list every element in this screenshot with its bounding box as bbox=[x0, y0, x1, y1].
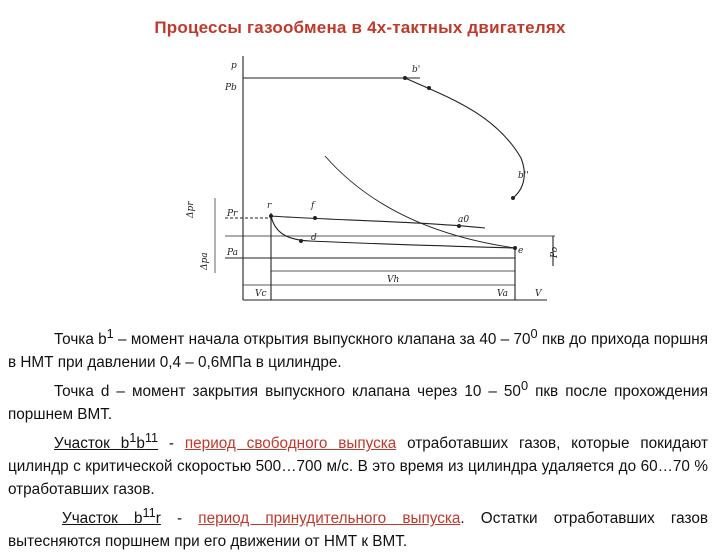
forced-exhaust-lead-group bbox=[62, 505, 161, 528]
label-b1: b' bbox=[412, 65, 421, 75]
forced-exhaust-term: период принудительного выпуска bbox=[198, 510, 461, 528]
free-exhaust-dash: - bbox=[158, 435, 185, 453]
forced-exhaust-tail: . Остатки отработавших газов вытесняются поршнем при его движении от НМТ к ВМТ. bbox=[8, 510, 708, 551]
free-exhaust-tail: отработавших газов, которые покидают цилиндр с критической скоростью 500…700 м/с. В это время из цилиндра удаляется до 60…70 % отработавших газов. bbox=[8, 435, 708, 499]
point-d-lead: Точка d bbox=[54, 383, 110, 401]
label-va: Va bbox=[497, 289, 509, 299]
paragraph-point-b1 bbox=[8, 322, 708, 374]
point-b1-degree: 0 bbox=[530, 326, 538, 341]
label-delta-pa: Δpa bbox=[200, 252, 210, 270]
paragraph-free-exhaust bbox=[8, 426, 708, 501]
paragraph-forced-exhaust bbox=[8, 501, 708, 553]
free-exhaust-term: период свободного выпуска bbox=[184, 435, 397, 453]
expansion-curve bbox=[405, 78, 524, 198]
point-b1-lead: Точка b bbox=[54, 331, 107, 349]
free-exhaust-sup1: 1 bbox=[129, 430, 137, 446]
label-v: V bbox=[535, 289, 542, 299]
exhaust-curve bbox=[325, 156, 515, 248]
label-f: f bbox=[311, 201, 315, 211]
label-delta-pr: Δpr bbox=[186, 201, 196, 218]
point-d-body: – момент закрытия выпускного клапана через 10 – 50 bbox=[109, 383, 521, 401]
label-e: e bbox=[518, 246, 524, 256]
free-exhaust-sup2: 11 bbox=[144, 430, 159, 446]
point-b1-tail: пкв до прихода поршня в НМТ при давлении 0,4 – 0,6МПа в цилиндре. bbox=[8, 331, 708, 372]
point-d-degree: 0 bbox=[520, 378, 529, 394]
forced-exhaust-mid: r bbox=[155, 510, 161, 528]
label-pr: Pr bbox=[227, 209, 238, 219]
forced-exhaust-lead: Участок b bbox=[62, 510, 143, 528]
label-b2: b'' bbox=[518, 171, 529, 181]
label-po: Po bbox=[550, 246, 560, 258]
label-vh: Vh bbox=[387, 275, 400, 285]
label-p: p bbox=[231, 61, 237, 71]
body-text bbox=[8, 322, 708, 553]
free-exhaust-lead: Участок b bbox=[54, 435, 130, 453]
label-d: d bbox=[311, 233, 317, 243]
label-a0: a0 bbox=[458, 215, 470, 225]
label-pa: Pa bbox=[227, 248, 239, 258]
forced-exhaust-dash: - bbox=[160, 510, 199, 528]
free-exhaust-mid: b bbox=[136, 435, 145, 453]
paragraph-point-d bbox=[8, 374, 708, 426]
point-b1-sup: 1 bbox=[106, 326, 114, 341]
point-b1-body: – момент начала открытия выпускного клапана за 40 – 70 bbox=[113, 331, 531, 349]
label-vc: Vc bbox=[255, 289, 267, 299]
forced-exhaust-sup: 11 bbox=[142, 505, 156, 521]
label-r: r bbox=[267, 201, 272, 211]
label-pb: Pb bbox=[225, 83, 237, 93]
free-exhaust-lead-group bbox=[54, 430, 159, 453]
pv-diagram bbox=[175, 48, 560, 310]
slide-title: Процессы газообмена в 4х-тактных двигателях bbox=[154, 18, 566, 37]
point-d-tail: пкв после прохождения поршнем ВМТ. bbox=[8, 383, 708, 424]
